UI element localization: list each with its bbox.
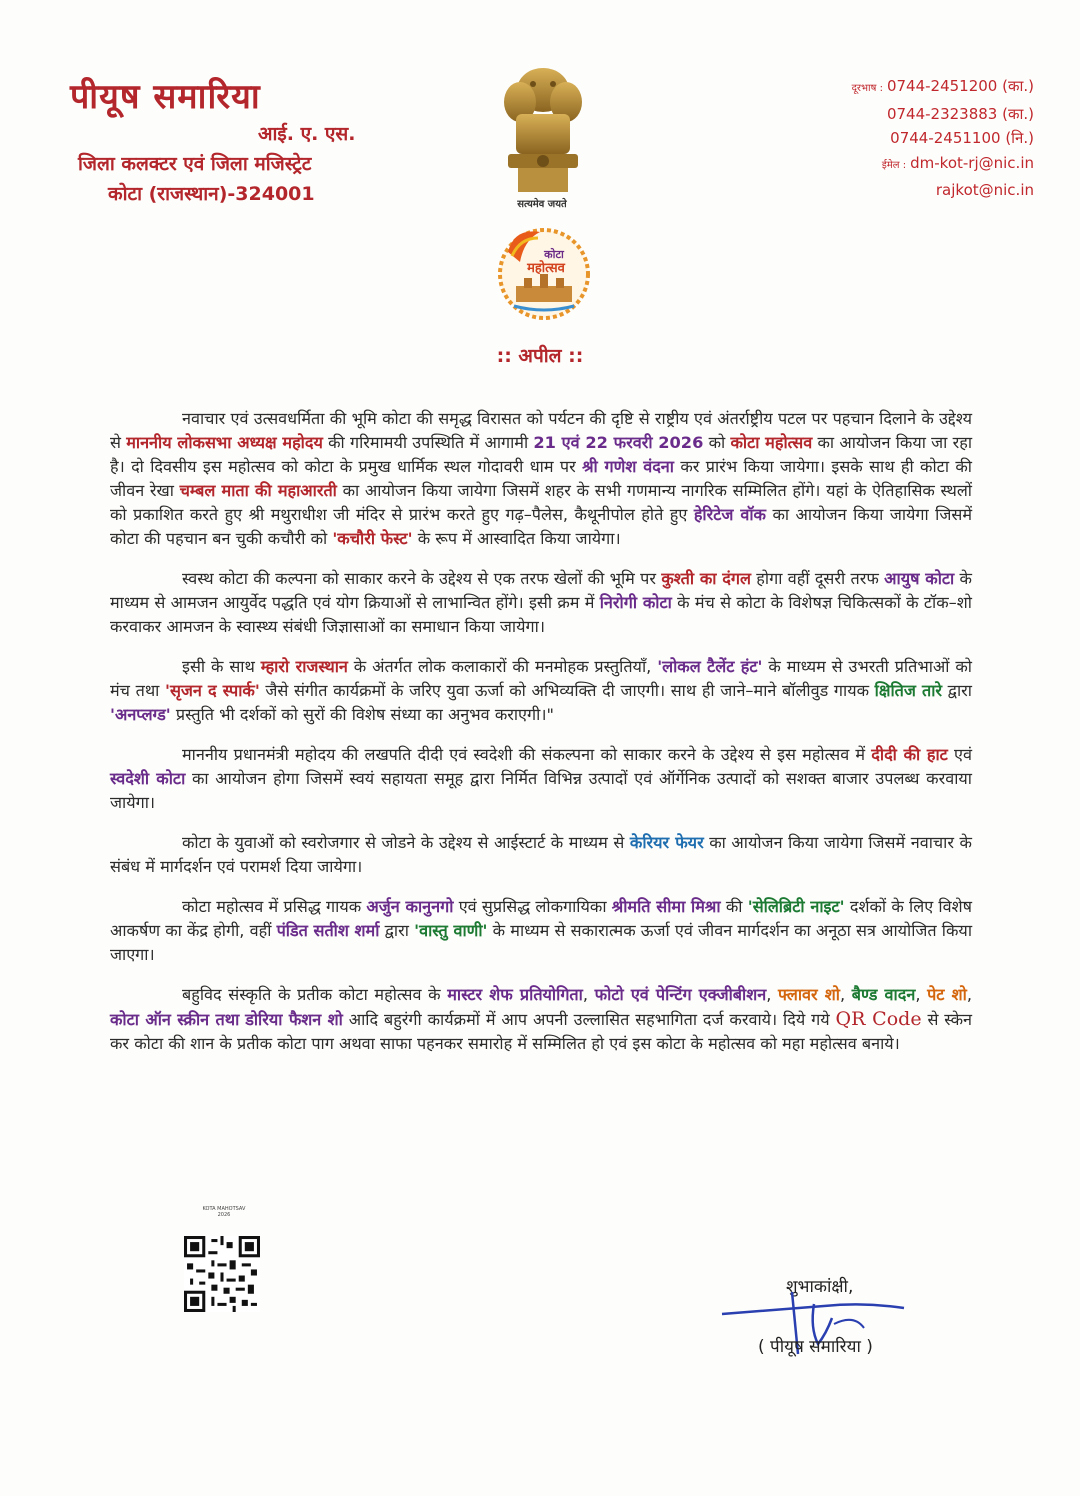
highlight-nirogi-kota: निरोगी कोटा <box>599 593 672 612</box>
text: द्वारा <box>379 921 415 940</box>
text: दर्शकों के लिए विशेष आकर्षण का केंद्र होगी, वहीं <box>110 897 972 940</box>
qr-label-line2: 2026 <box>217 1212 231 1218</box>
qr-label <box>176 1206 272 1218</box>
highlight-celebrity-night: 'सेलिब्रिटी नाइट' <box>747 897 845 916</box>
highlight-kshitij-tare: क्षितिज तारे <box>874 681 943 700</box>
appeal-title: :: अपील :: <box>496 345 584 367</box>
signatory-name: ( पीयूष समारिया ) <box>758 1337 873 1357</box>
highlight-career-fair: केरियर फेयर <box>629 833 704 852</box>
text: को <box>703 433 731 452</box>
email-1: dm-kot-rj@nic.in <box>910 153 1034 172</box>
text: , <box>840 985 852 1004</box>
text: इसी के साथ <box>182 657 261 676</box>
highlight-kushti: कुश्ती का दंगल <box>661 569 751 588</box>
text: की गरिमामयी उपस्थिति में आगामी <box>322 433 534 452</box>
highlight-maha-aarti: चम्बल माता की महाआरती <box>179 481 337 500</box>
text: के अंतर्गत लोक कलाकारों की मनमोहक प्रस्तुतियाँ, <box>347 657 658 676</box>
phone-2: 0744-2323883 (का.) <box>886 104 1034 123</box>
paragraph-2 <box>110 567 972 639</box>
email-2: rajkot@nic.in <box>935 181 1034 199</box>
text: से स्केन कर कोटा की शान के प्रतीक कोटा पाग अथवा साफा पहनकर समारोह में सम्मिलित हो एवं इस कोटा के महोत्सव को महा महोत्सव बनाये। <box>110 1010 972 1053</box>
highlight-mharo-rajasthan: म्हारो राजस्थान <box>260 657 348 676</box>
text: के माध्यम से सकारात्मक ऊर्जा एवं जीवन मार्गदर्शन का अनूठा सत्र आयोजित किया जाएगा। <box>110 921 973 964</box>
paragraph-1 <box>110 407 972 551</box>
officer-service: आई. ए. एस. <box>258 123 356 145</box>
text: नवाचार एवं उत्सवधर्मिता की भूमि कोटा की समृद्ध विरासत को पर्यटन की दृष्टि से राष्ट्रीय एवं अंतर्राष्ट्रीय पटल पर पहचान दिलाने के उद्देश्य से <box>110 409 972 452</box>
fest-logo-line1: कोटा <box>544 248 564 261</box>
highlight-kachori-fest: 'कचौरी फेस्ट' <box>332 529 413 548</box>
text: का आयोजन होगा जिसमें स्वयं सहायता समूह द्वारा निर्मित विभिन्न उत्पादों एवं ऑर्गेनिक उत्पादों को सशक्त बाजार उपलब्ध करवाया जायेगा। <box>110 769 972 812</box>
highlight-srijan: 'सृजन द स्पार्क' <box>164 681 260 700</box>
highlight-speaker: माननीय लोकसभा अध्यक्ष महोदय <box>126 433 323 452</box>
officer-name: पीयूष समारिया <box>70 77 261 117</box>
kota-mahotsav-logo-icon <box>494 222 594 324</box>
highlight-vastu-vani: 'वास्तु वाणी' <box>414 921 488 940</box>
qr-label-line1: KOTA MAHOTSAV <box>202 1206 246 1212</box>
phone-1: 0744-2451200 (का.) <box>886 77 1034 95</box>
highlight-kota-on-screen: कोटा ऑन स्क्रीन तथा <box>110 1010 240 1029</box>
officer-designation: जिला कलक्टर एवं जिला मजिस्ट्रेट <box>78 153 312 175</box>
text: के माध्यम से उभरती प्रतिभाओं को मंच तथा <box>110 657 972 700</box>
text: एवं सुप्रसिद्ध लोकगायिका <box>453 897 612 916</box>
highlight-flower-show: फ्लावर शो <box>778 985 840 1004</box>
highlight-didi-ki-haat: दीदी की हाट <box>871 745 948 764</box>
officer-address: कोटा (राजस्थान)-324001 <box>108 183 315 205</box>
text: स्वस्थ कोटा की कल्पना को साकार करने के उद्देश्य से एक तरफ खेलों की भूमि पर <box>182 569 662 588</box>
highlight-ganesh-vandana: श्री गणेश वंदना <box>582 457 674 476</box>
highlight-seema-mishra: श्रीमति सीमा मिश्रा <box>611 897 721 916</box>
text: कर प्रारंभ किया जायेगा। इसके साथ ही कोटा की जीवन रेखा <box>110 457 972 500</box>
emblem-motto: सत्यमेव जयते <box>517 199 567 210</box>
text: के माध्यम से आमजन आयुर्वेद पद्धति एवं योग क्रियाओं से लाभान्वित होंगे। इसी क्रम में <box>110 569 972 612</box>
text: एवं <box>947 745 972 764</box>
text: का आयोजन किया जा रहा है। दो दिवसीय इस महोत्सव को कोटा के प्रमुख धार्मिक स्थल गोदावरी धाम पर <box>110 433 973 476</box>
highlight-pet-show: पेट शो <box>927 985 967 1004</box>
highlight-master-chef: मास्टर शेफ प्रतियोगिता <box>447 985 583 1004</box>
qr-code-icon[interactable] <box>184 1236 260 1312</box>
phone-label: दूरभाष : <box>851 83 883 94</box>
email-label: ईमेल : <box>881 159 907 171</box>
text: के रूप में आस्वादित किया जायेगा। <box>412 529 621 548</box>
text: की <box>720 897 748 916</box>
text: , <box>582 985 595 1004</box>
phone-3: 0744-2451100 (नि.) <box>890 129 1034 147</box>
highlight-dates: 21 एवं 22 फरवरी 2026 <box>533 433 704 452</box>
text: होगा वहीं दूसरी तरफ <box>750 569 885 588</box>
highlight-qr-code: QR Code <box>835 1008 922 1030</box>
text: , <box>766 985 778 1004</box>
text: द्वारा <box>942 681 972 700</box>
highlight-swadeshi-kota: स्वदेशी कोटा <box>110 769 186 788</box>
highlight-heritage-walk: हेरिटेज वॉक <box>693 505 766 524</box>
paragraph-3 <box>110 655 972 727</box>
text: बहुविद संस्कृति के प्रतीक कोटा महोत्सव के <box>182 985 448 1004</box>
paragraph-7 <box>110 983 972 1056</box>
text: प्रस्तुति भी दर्शकों को सुरों की विशेष संध्या का अनुभव कराएगी।" <box>170 705 554 724</box>
national-emblem-icon <box>488 62 598 212</box>
paragraph-4 <box>110 743 972 815</box>
highlight-talent-hunt: 'लोकल टैलेंट हंट' <box>657 657 763 676</box>
text: माननीय प्रधानमंत्री महोदय की लखपति दीदी एवं स्वदेशी की संकल्पना को साकार करने के उद्देश्य से इस महोत्सव में <box>182 745 872 764</box>
text: कोटा महोत्सव में प्रसिद्ध गायक <box>182 897 367 916</box>
text: जैसे संगीत कार्यक्रमों के जरिए युवा ऊर्जा को अभिव्यक्ति दी जाएगी। साथ ही जाने–माने बॉलीवुड गायक <box>259 681 875 700</box>
fest-logo-line2: महोत्सव <box>527 261 565 276</box>
highlight-photo-exhibition: फोटो एवं पेन्टिंग एक्जीबीशन <box>594 985 767 1004</box>
highlight-satish-sharma: पंडित सतीश शर्मा <box>276 921 380 940</box>
highlight-unplugged: 'अनप्लग्ड' <box>110 705 171 724</box>
highlight-doria-fashion: डोरिया फैशन शो <box>245 1010 343 1029</box>
text: , <box>915 985 928 1004</box>
paragraph-6 <box>110 895 972 967</box>
highlight-arjun-kanungo: अर्जुन कानुनगो <box>366 897 454 916</box>
letter-body <box>110 407 972 1072</box>
text: का आयोजन किया जायेगा जिसमें नवाचार के संबंध में मार्गदर्शन एवं परामर्श दिया जायेगा। <box>110 833 972 876</box>
closing-salutation: शुभाकांक्षी, <box>786 1277 854 1297</box>
text: का आयोजन किया जायेगा जिसमें शहर के सभी गणमान्य नागरिक सम्मिलित होंगे। यहां के ऐतिहासिक स्थलों को प्रकाशित करते हुए श्री मथुराधीश जी मंदिर से प्रारंभ करते हुए गढ़–पैलेस, कैथूनीपोल होते हुए <box>110 481 973 524</box>
paragraph-5 <box>110 831 972 879</box>
text: के मंच से कोटा के विशेषज्ञ चिकित्सकों के टॉक–शो करवाकर आमजन के स्वास्थ्य संबंधी जिज्ञासाओं का समाधान किया जायेगा। <box>110 593 972 636</box>
contact-block <box>852 74 1034 203</box>
text: का आयोजन किया जायेगा जिसमें कोटा की पहचान बन चुकी कचौरी को <box>110 505 973 548</box>
text: कोटा के युवाओं को स्वरोजगार से जोडने के उद्देश्य से आईस्टार्ट के माध्यम से <box>182 833 630 852</box>
highlight-band-vadan: बैण्ड वादन <box>851 985 916 1004</box>
highlight-ayush-kota: आयुष कोटा <box>884 569 955 588</box>
text: आदि बहुरंगी कार्यक्रमों में आप अपनी उल्लासित सहभागिता दर्ज करवाये। दिये गये <box>342 1010 836 1029</box>
highlight-festival: कोटा महोत्सव <box>730 433 813 452</box>
text: , <box>966 985 972 1004</box>
